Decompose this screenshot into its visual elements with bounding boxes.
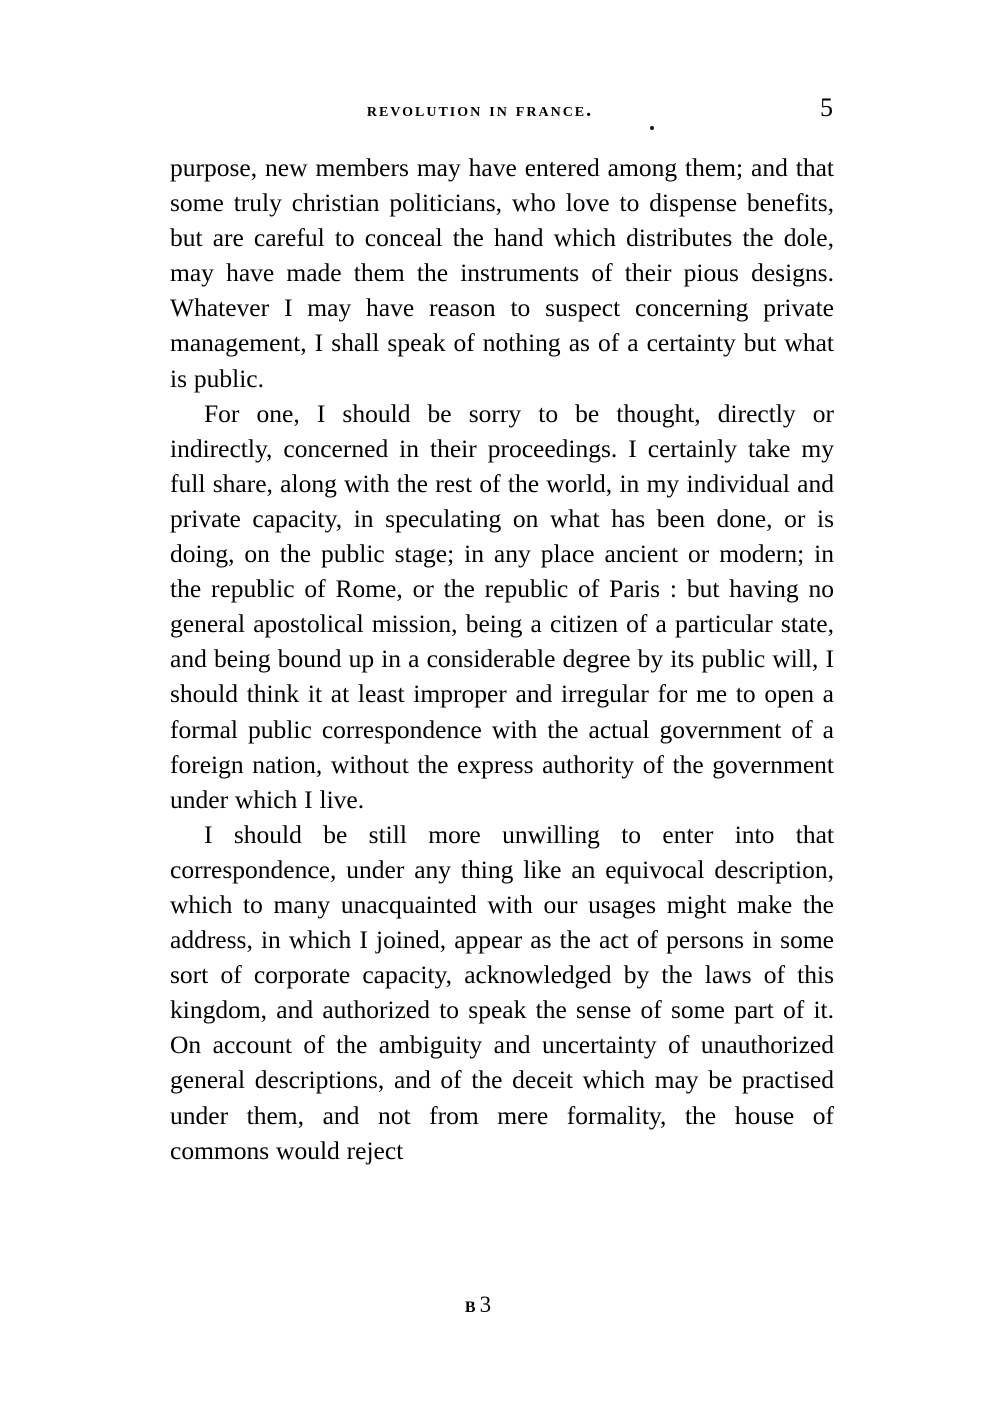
page-number: 5 bbox=[820, 93, 833, 122]
body-text-block bbox=[170, 150, 834, 1168]
running-head bbox=[170, 93, 833, 124]
paragraph-i-should-be-still-more-unwilling: I should be still more unwilling to enter into that correspondence, under any thing like an equivocal description, which to many unacquainted with our usages might make the address, in which I joined, appear as the act of persons in some sort of corporate capacity, acknowledged by the laws of this kingdom, and authorized to speak the sense of some part of it. On account of the ambiguity and uncertainty of unauthorized general descriptions, and of the deceit which may be practised under them, and not from mere formality, the house of commons would reject bbox=[170, 819, 834, 1165]
signature-letter: b bbox=[464, 1292, 480, 1317]
ink-speck bbox=[650, 126, 654, 130]
running-head-title: revolution in france. bbox=[366, 99, 594, 121]
signature-mark bbox=[0, 1292, 1000, 1318]
paragraph-continued: purpose, new members may have entered among them; and that some truly christian politicians, who love to dispense benefits, but are careful to conceal the hand which distributes the dole, may have made them the instruments of their pious designs. Whatever I may have reason to suspect concerning private management, I shall speak of nothing as of a certainty but what is public. bbox=[170, 153, 834, 393]
signature-number: 3 bbox=[479, 1292, 496, 1317]
paragraph-for-one: For one, I should be sorry to be thought, directly or indirectly, concerned in their proceedings. I certainly take my full share, along with the rest of the world, in my individual and private capacity, in speculating on what has been done, or is doing, on the public stage; in any place ancient or modern; in the republic of Rome, or the republic of Paris : but having no general apostolical mission, being a citizen of a particular state, and being bound up in a considerable degree by its public will, I should think it at least improper and irregular for me to open a formal public correspondence with the actual government of a foreign nation, without the express authority of the government under which I live. bbox=[170, 398, 834, 814]
